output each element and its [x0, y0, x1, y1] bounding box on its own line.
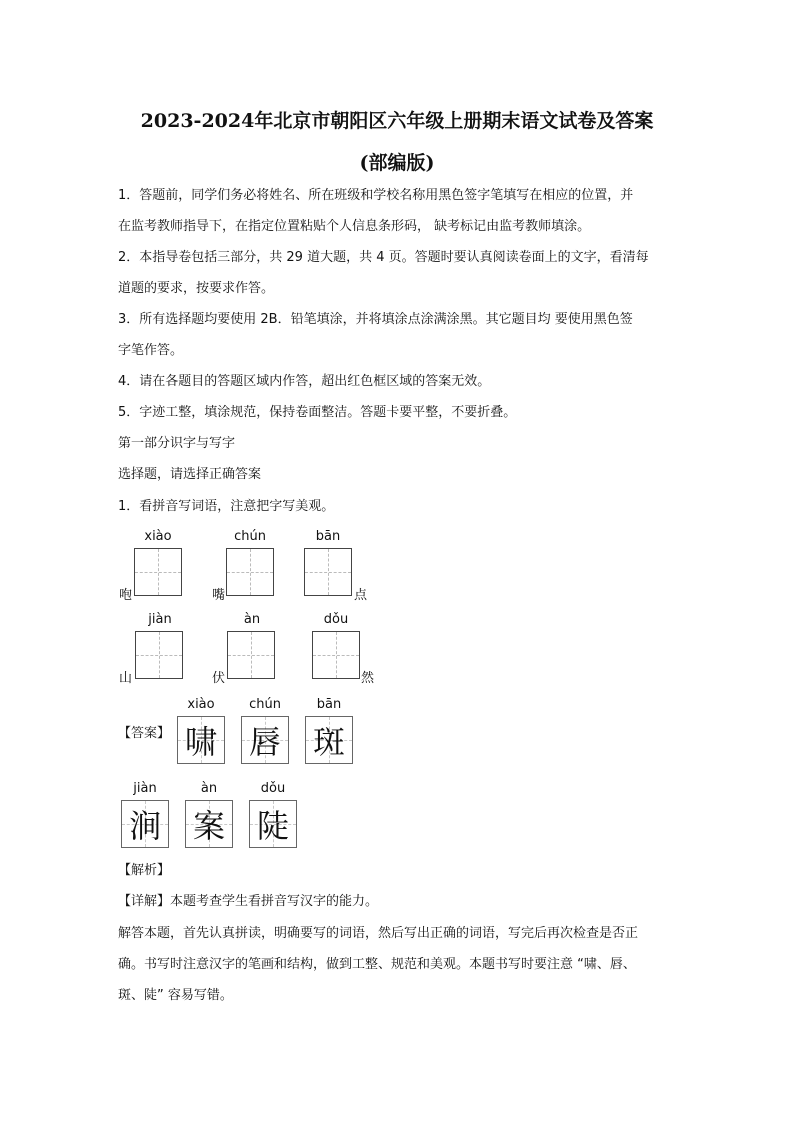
document-title: 2023-2024年北京市朝阳区六年级上册期末语文试卷及答案 [140, 110, 654, 132]
answer-char: 陡 [256, 807, 289, 845]
detail-text: 【详解】本题考查学生看拼音写汉字的能力。 [118, 894, 379, 909]
answer-box [177, 716, 225, 764]
pinyin-label: bān [315, 529, 341, 544]
answer-pinyin: bān [316, 697, 342, 712]
pinyin-label: chún [234, 529, 266, 544]
instruction-line: 5．字迹工整，填涂规范，保持卷面整洁。答题卡要平整，不要折叠。 [118, 405, 517, 420]
answer-char: 涧 [128, 807, 161, 845]
answer-pinyin: xiào [187, 697, 215, 712]
answer-char: 案 [192, 807, 225, 845]
answer-pinyin: chún [249, 697, 281, 712]
answer-pinyin: dǒu [260, 781, 286, 796]
word-char: 然 [361, 671, 375, 686]
word-char: 山 [119, 671, 133, 686]
section-heading: 第一部分识字与写字 [118, 436, 236, 451]
analysis-label: 【解析】 [118, 863, 171, 878]
answer-box [249, 800, 297, 848]
instruction-line: 道题的要求，按要求作答。 [118, 281, 275, 296]
writing-box[interactable] [226, 548, 274, 596]
answer-char: 啸 [184, 723, 217, 761]
instruction-line: 2．本指导卷包括三部分，共 29 道大题，共 4 页。答题时要认真阅读卷面上的文字，看清每 [118, 250, 649, 265]
answer-box [185, 800, 233, 848]
writing-box[interactable] [134, 548, 182, 596]
word-char: 点 [354, 588, 368, 603]
word-char: 嘴 [212, 588, 226, 603]
subsection-heading: 选择题，请选择正确答案 [118, 467, 262, 482]
answer-pinyin: jiàn [133, 781, 157, 796]
explanation-line: 确。书写时注意汉字的笔画和结构，做到工整、规范和美观。本题书写时要注意 “啸、唇、 [118, 957, 636, 972]
writing-box[interactable] [304, 548, 352, 596]
answer-box [305, 716, 353, 764]
writing-box[interactable] [135, 631, 183, 679]
answer-char: 斑 [312, 723, 345, 761]
answer-box [241, 716, 289, 764]
explanation-line: 解答本题，首先认真拼读，明确要写的词语，然后写出正确的词语，写完后再次检查是否正 [118, 926, 639, 941]
word-char: 咆 [119, 588, 133, 603]
answer-pinyin: àn [200, 781, 218, 796]
instruction-line: 在监考教师指导下，在指定位置粘贴个人信息条形码， 缺考标记由监考教师填涂。 [118, 219, 591, 234]
answer-label: 【答案】 [118, 726, 171, 741]
instruction-line: 4．请在各题目的答题区域内作答，超出红色框区域的答案无效。 [118, 374, 491, 389]
pinyin-label: xiào [144, 529, 172, 544]
word-char: 伏 [212, 671, 226, 686]
explanation-line: 斑、陡” 容易写错。 [118, 988, 233, 1003]
pinyin-label: àn [243, 612, 261, 627]
instruction-line: 字笔作答。 [118, 343, 184, 358]
writing-box[interactable] [312, 631, 360, 679]
pinyin-label: jiàn [148, 612, 172, 627]
question-text: 1．看拼音写词语，注意把字写美观。 [118, 499, 335, 514]
answer-box [121, 800, 169, 848]
instruction-line: 3．所有选择题均要使用 2B．铅笔填涂，并将填涂点涂满涂黑。其它题目均 要使用黑色签 [118, 312, 633, 327]
writing-box[interactable] [227, 631, 275, 679]
answer-char: 唇 [248, 723, 281, 761]
pinyin-label: dǒu [323, 612, 349, 627]
document-subtitle: (部编版) [359, 152, 435, 174]
instruction-line: 1．答题前，同学们务必将姓名、所在班级和学校名称用黑色签字笔填写在相应的位置，并 [118, 188, 634, 203]
